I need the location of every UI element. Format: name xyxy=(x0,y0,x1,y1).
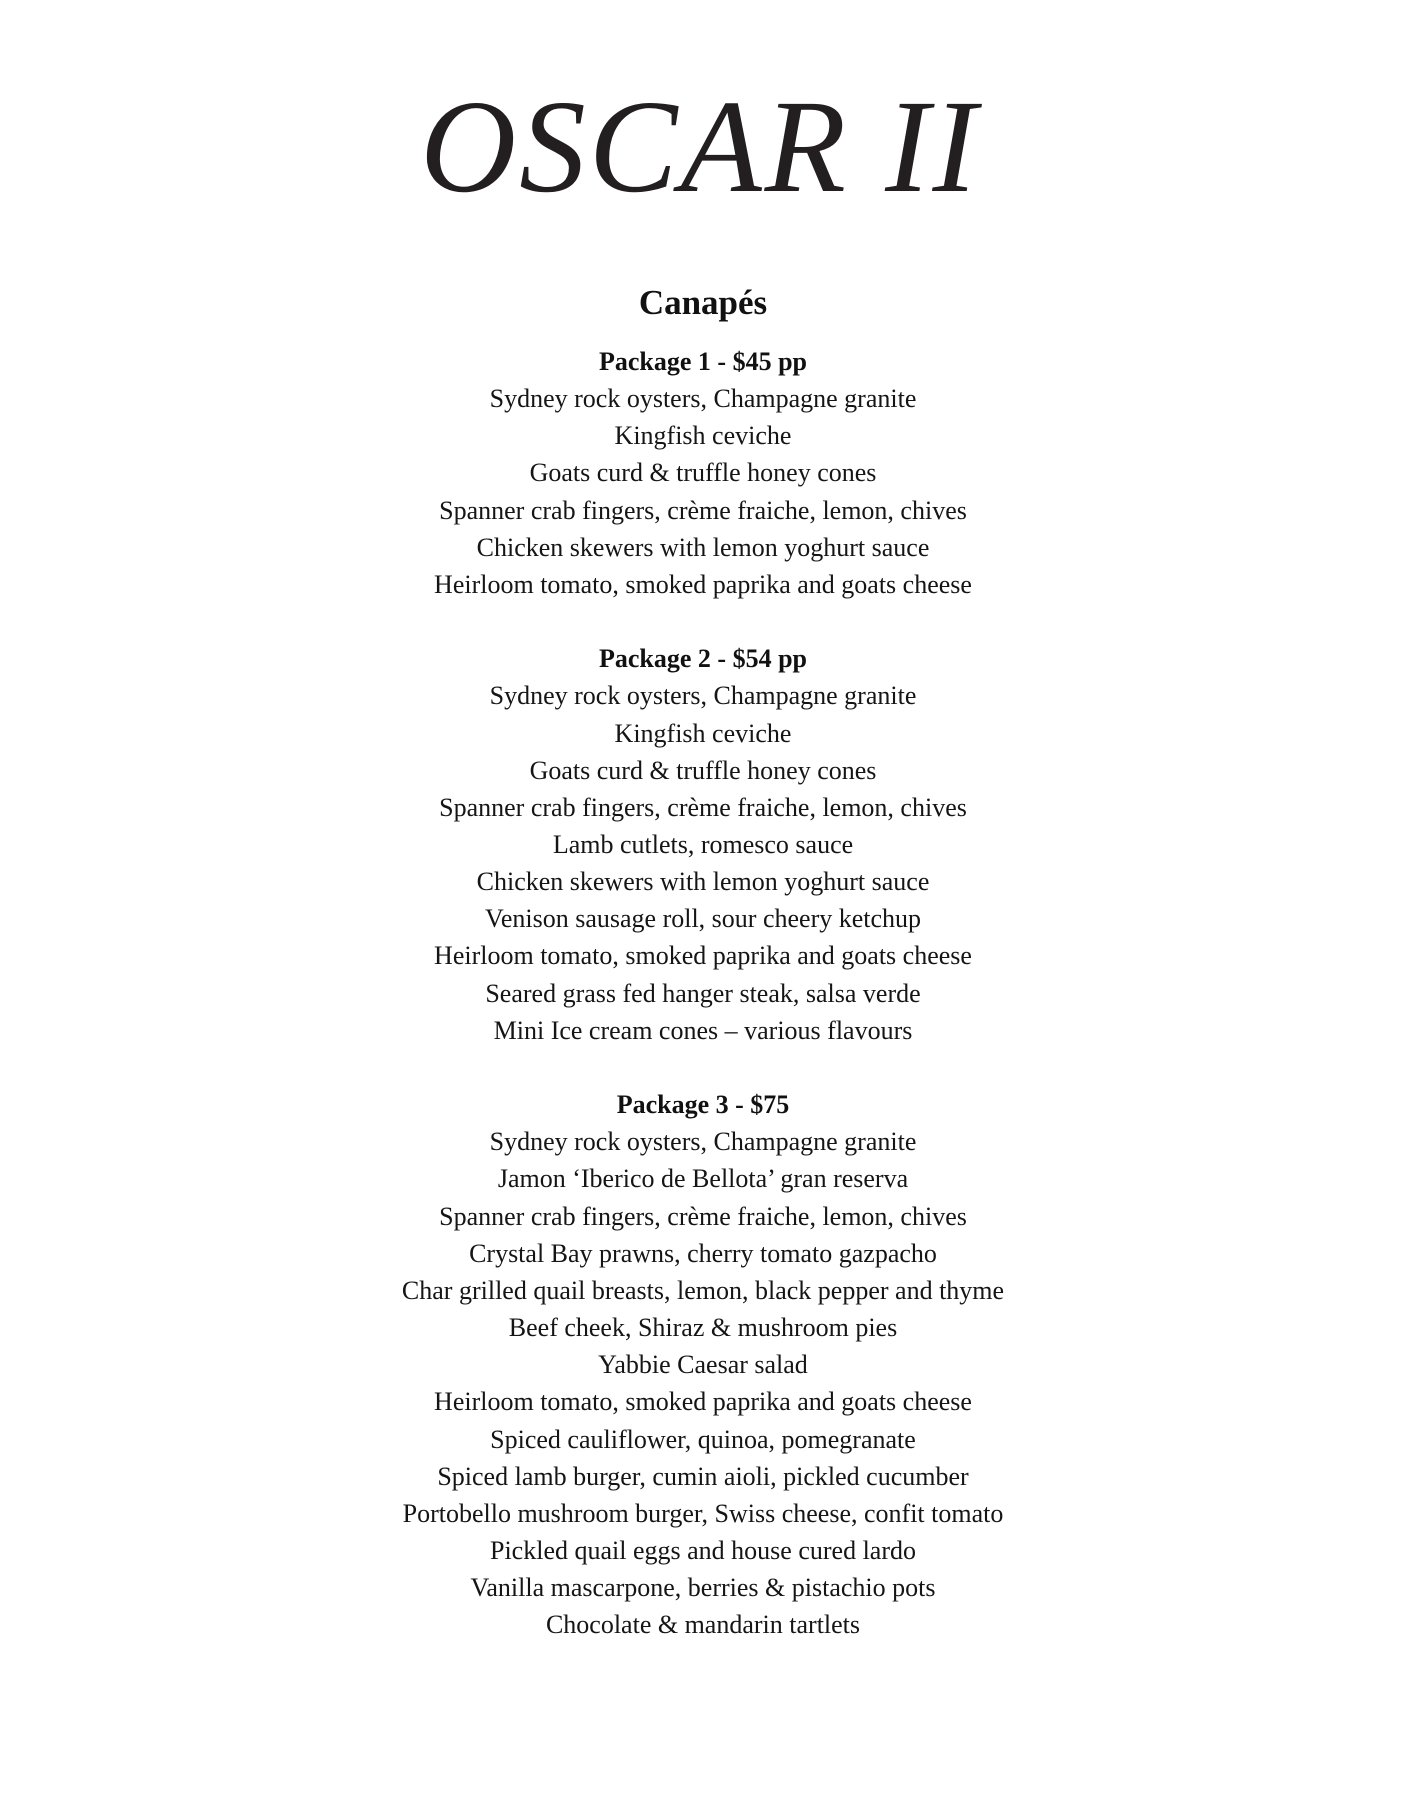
menu-item: Spanner crab fingers, crème fraiche, lemon, chives xyxy=(439,792,967,822)
menu-item: Yabbie Caesar salad xyxy=(598,1350,808,1380)
menu-item: Spiced cauliflower, quinoa, pomegranate xyxy=(490,1424,916,1454)
package-heading: Package 1 - $45 pp xyxy=(599,347,807,376)
menu-item: Seared grass fed hanger steak, salsa verde xyxy=(485,978,921,1008)
package-items xyxy=(0,380,1406,603)
menu-item: Jamon ‘Iberico de Bellota’ gran reserva xyxy=(497,1164,909,1194)
menu-item: Chocolate & mandarin tartlets xyxy=(545,1610,861,1640)
package-heading: Package 2 - $54 pp xyxy=(599,644,807,674)
package-2 xyxy=(0,640,1406,1049)
menu-item: Goats curd & truffle honey cones xyxy=(529,755,877,785)
menu-item: Heirloom tomato, smoked paprika and goats cheese xyxy=(434,941,972,971)
menu-item: Sydney rock oysters, Champagne granite xyxy=(489,681,917,711)
restaurant-title: OSCAR II xyxy=(420,72,980,220)
menu-item: Spiced lamb burger, cumin aioli, pickled cucumber xyxy=(437,1461,969,1491)
menu-item: Mini Ice cream cones – various flavours xyxy=(493,1015,913,1045)
package-items xyxy=(0,677,1406,1049)
menu-item: Heirloom tomato, smoked paprika and goats cheese xyxy=(434,1387,972,1417)
menu-item: Goats curd & truffle honey cones xyxy=(529,458,877,488)
menu-item: Venison sausage roll, sour cheery ketchup xyxy=(484,904,922,934)
package-1 xyxy=(0,343,1406,603)
menu-item: Crystal Bay prawns, cherry tomato gazpacho xyxy=(469,1238,937,1268)
menu-item: Sydney rock oysters, Champagne granite xyxy=(489,1127,917,1157)
menu-item: Pickled quail eggs and house cured lardo xyxy=(490,1535,916,1565)
menu-item: Lamb cutlets, romesco sauce xyxy=(552,830,854,860)
menu-item: Kingfish ceviche xyxy=(614,421,792,451)
menu-item: Heirloom tomato, smoked paprika and goats cheese xyxy=(434,569,972,599)
menu-item: Spanner crab fingers, crème fraiche, lemon, chives xyxy=(439,495,967,525)
package-3 xyxy=(0,1086,1406,1643)
menu-item: Chicken skewers with lemon yoghurt sauce xyxy=(476,532,930,562)
menu-item: Portobello mushroom burger, Swiss cheese, confit tomato xyxy=(402,1498,1004,1528)
menu-item: Spanner crab fingers, crème fraiche, lemon, chives xyxy=(439,1201,967,1231)
menu-item: Kingfish ceviche xyxy=(614,718,792,748)
package-heading: Package 3 - $75 xyxy=(616,1090,790,1120)
section-title-canapes: Canapés xyxy=(638,283,768,322)
package-items xyxy=(0,1123,1406,1643)
menu-item: Sydney rock oysters, Champagne granite xyxy=(489,384,917,414)
canapes-menu xyxy=(0,343,1406,1643)
menu-item: Vanilla mascarpone, berries & pistachio pots xyxy=(470,1573,936,1603)
menu-item: Beef cheek, Shiraz & mushroom pies xyxy=(508,1313,898,1343)
menu-item: Chicken skewers with lemon yoghurt sauce xyxy=(476,867,930,897)
menu-item: Char grilled quail breasts, lemon, black pepper and thyme xyxy=(401,1275,1005,1305)
